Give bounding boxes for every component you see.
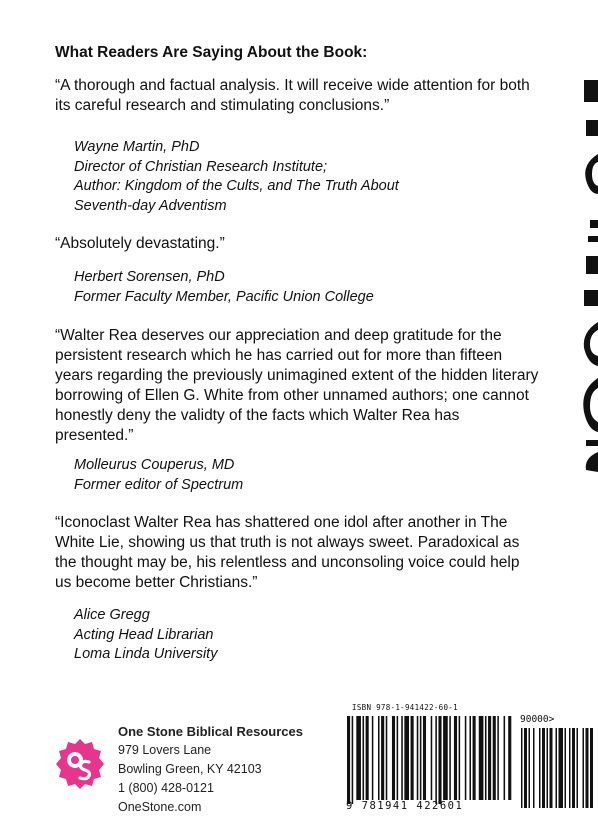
attribution-line: Loma Linda University <box>74 646 218 662</box>
testimonial-attribution-4 <box>74 606 534 665</box>
barcode-bar <box>386 716 388 800</box>
attribution-line: Alice Gregg <box>74 607 150 623</box>
isbn-label: ISBN 978-1-941422-60-1 <box>352 703 458 712</box>
section-heading: What Readers Are Saying About the Book: <box>55 44 368 61</box>
testimonial-quote-4: “Iconoclast Walter Rea has shattered one idol after another in The White Lie, showing us that truth is not always sweet. Paradoxical as the thought may be, his relentless and unconsoling voice could help us become better Christians.” <box>55 514 520 591</box>
barcode-bar <box>401 716 403 800</box>
barcode-addon-bar <box>542 728 545 808</box>
publisher-address-line-1: 979 Lovers Lane <box>118 743 212 757</box>
barcode-addon-bar <box>524 728 527 808</box>
cropped-edge-lettering <box>578 60 598 480</box>
testimonial-attribution-2 <box>74 268 534 307</box>
barcode-image <box>343 712 598 812</box>
barcode-addon-bar <box>539 728 541 808</box>
barcode-bar <box>404 716 409 800</box>
barcode-bar <box>449 716 451 800</box>
barcode-addon-bar <box>569 728 571 808</box>
barcode-bar <box>423 716 426 800</box>
publisher-name: One Stone Biblical Resources <box>118 724 303 739</box>
barcode-bar <box>488 716 491 800</box>
barcode-digits: 9 781941 422601 <box>346 800 464 812</box>
price-code: 90000> <box>520 714 555 725</box>
publisher-logo <box>55 738 105 790</box>
barcode-addon-bar <box>565 728 567 808</box>
barcode-addon-bar <box>533 728 535 808</box>
barcode-bar <box>363 716 365 800</box>
barcode-addon-bar <box>559 728 564 808</box>
publisher-phone: 1 (800) 428-0121 <box>118 781 214 795</box>
barcode-addon-bar <box>550 728 553 808</box>
barcode-bar <box>435 716 437 804</box>
barcode-addon-bar <box>529 728 531 808</box>
testimonial-quote-3: “Walter Rea deserves our appreciation and deep gratitude for the persistent research which he has carried out for more than fifteen years regarding the previously unimagined extent of the hidden literary borrowing of Ellen G. White from other unnamed authors; one cannot honestly deny the validty of the facts which Walter Rea has presented.” <box>55 327 539 444</box>
attribution-line: Author: Kingdom of the Cults, and The Truth About <box>74 178 399 194</box>
barcode-bar <box>508 716 511 800</box>
barcode-bar <box>454 716 457 800</box>
publisher-address-line-2: Bowling Green, KY 42103 <box>118 762 262 776</box>
barcode-addon-bar <box>583 728 585 808</box>
barcode-bar <box>497 716 499 800</box>
testimonial-quote-2: “Absolutely devastating.” <box>55 235 225 252</box>
publisher-website: OneStone.com <box>118 800 202 814</box>
attribution-line: Molleurus Couperus, MD <box>74 457 235 473</box>
barcode-bar <box>443 716 448 800</box>
testimonial-attribution-3 <box>74 456 534 495</box>
barcode-bar <box>372 716 374 800</box>
attribution-line: Seventh-day Adventism <box>74 197 227 214</box>
attribution-line: Wayne Martin, PhD <box>74 139 200 155</box>
attribution-line: Former editor of Spectrum <box>74 476 244 493</box>
barcode-bar <box>417 716 419 800</box>
barcode-addon-bar <box>590 728 593 808</box>
barcode-addon-bar <box>547 728 549 808</box>
barcode-bar <box>473 716 476 800</box>
barcode-bar <box>459 716 461 800</box>
barcode-bar <box>493 716 496 800</box>
barcode-bar <box>420 716 422 800</box>
testimonial-attribution-1 <box>74 138 534 216</box>
barcode-bar <box>479 716 484 800</box>
barcode-bar <box>469 716 471 800</box>
barcode-bar <box>411 716 414 800</box>
attribution-line: Herbert Sorensen, PhD <box>74 269 225 285</box>
barcode-bar <box>438 716 441 804</box>
barcode-bar <box>378 716 380 800</box>
barcode-bar <box>397 716 399 800</box>
barcode-bar <box>504 716 506 800</box>
attribution-line: Acting Head Librarian <box>74 626 214 643</box>
barcode-bar <box>431 716 433 800</box>
barcode-bar <box>392 716 395 800</box>
barcode-bar <box>485 716 487 800</box>
attribution-line: Former Faculty Member, Pacific Union College <box>74 288 374 305</box>
barcode-bar <box>352 716 354 804</box>
barcode-bar <box>347 716 350 804</box>
barcode-addon-bar <box>556 728 558 808</box>
testimonial-quote-1: “A thorough and factual analysis. It will receive wide attention for both its careful research and stimulating conclusions.” <box>55 77 530 114</box>
barcode-bar <box>465 716 467 800</box>
attribution-line: Director of Christian Research Institute; <box>74 158 328 175</box>
barcode-addon-bar <box>521 728 523 808</box>
barcode-addon-bar <box>577 728 579 808</box>
barcode-bar <box>356 716 361 800</box>
barcode-addon-bar <box>586 728 589 808</box>
barcode-bar <box>366 716 369 800</box>
barcode-bar <box>381 716 384 800</box>
barcode-addon-bar <box>572 728 575 808</box>
